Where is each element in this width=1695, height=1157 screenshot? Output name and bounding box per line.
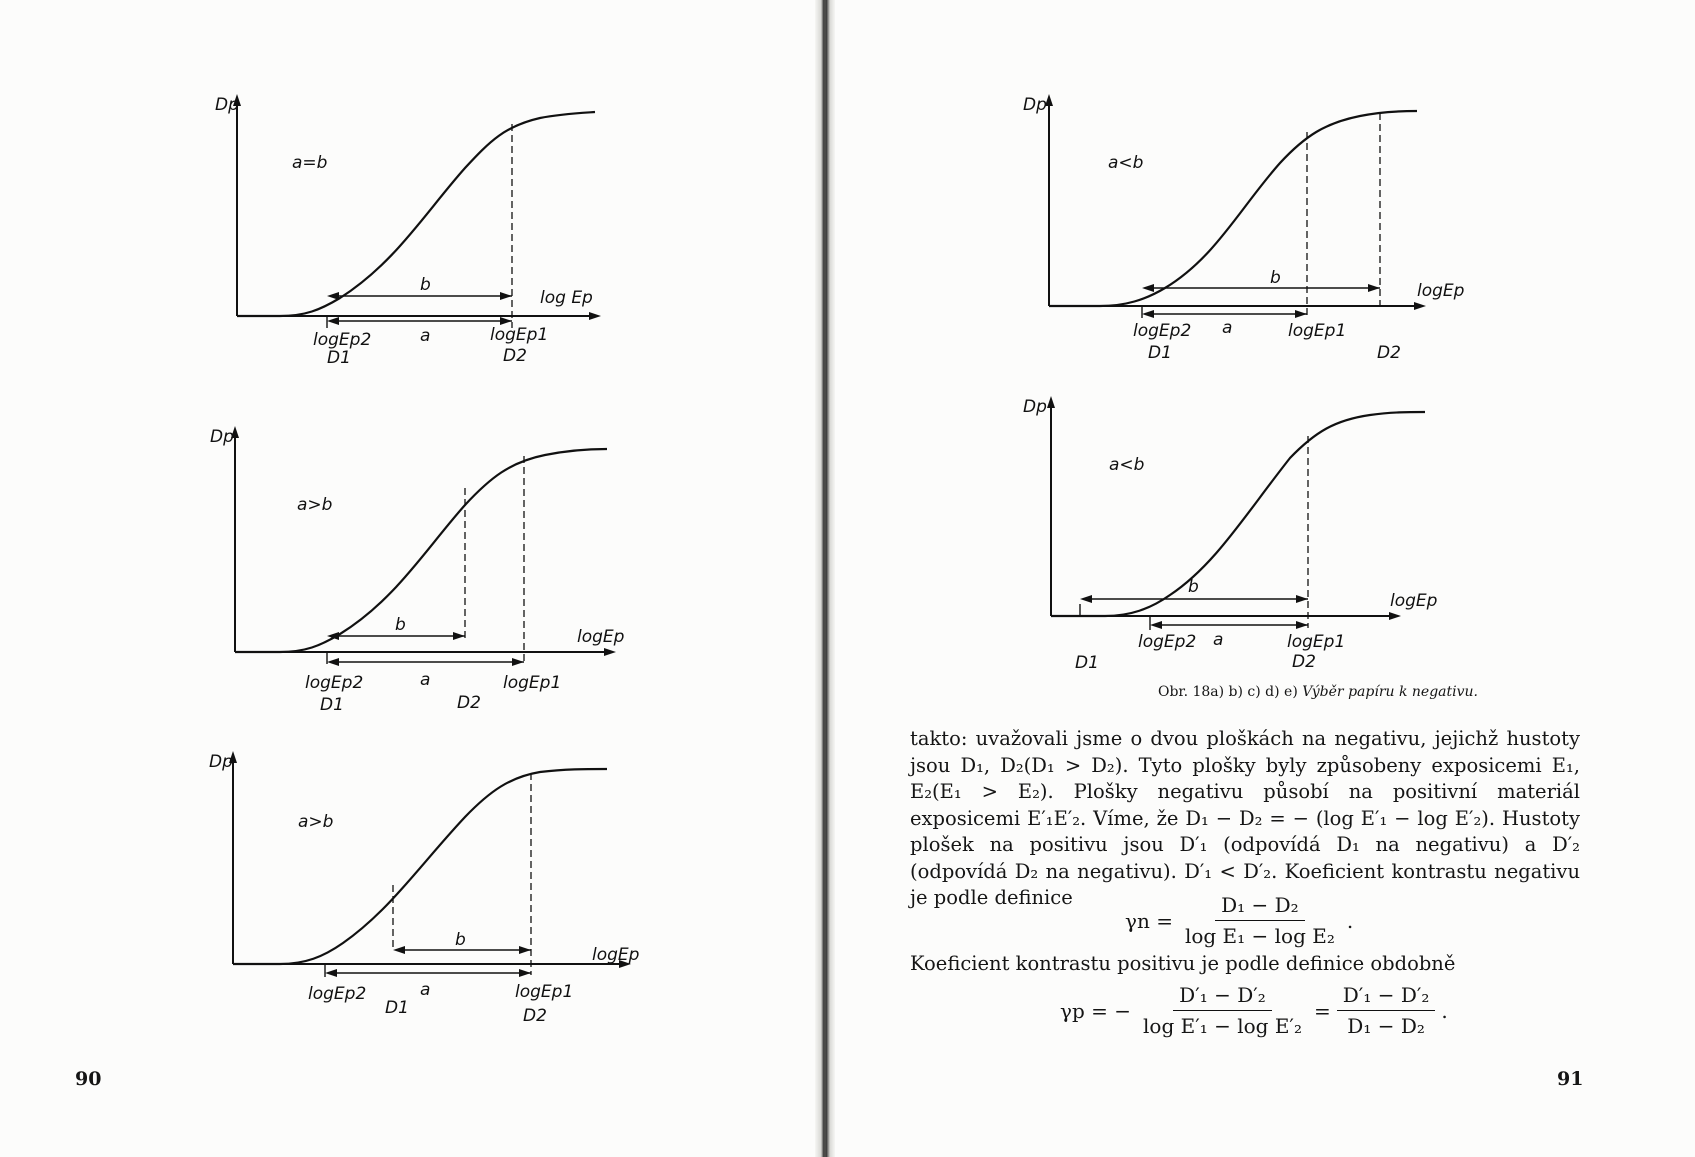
tick-right-label: logEp1 — [503, 673, 562, 693]
tick-right-sub: D2 — [1292, 652, 1316, 672]
y-axis-label: Dp — [1023, 95, 1047, 115]
caption-prefix: Obr. 18a) b) c) d) e) — [1157, 684, 1303, 700]
tick-right-label: logEp1 — [515, 982, 574, 1002]
y-axis-label: Dp — [209, 752, 233, 772]
equation-gamma-n — [1125, 893, 1353, 948]
eq2-end: . — [1441, 998, 1448, 1023]
dim-b-label: b — [420, 275, 431, 295]
left-page — [0, 0, 815, 1157]
tick-left-sub: D1 — [327, 348, 351, 368]
tick-right-sub: D2 — [523, 1006, 547, 1026]
eq2-numerator-1: D′₁ − D′₂ — [1173, 983, 1272, 1011]
x-axis-label: logEp — [592, 945, 640, 965]
dim-b-label: b — [1188, 577, 1199, 597]
figure-a-greater-b-2 — [195, 745, 640, 1045]
tick-left-label: logEp2 — [313, 330, 372, 350]
equation-gamma-p — [1060, 983, 1448, 1038]
y-axis-label: Dp — [1023, 397, 1047, 417]
right-page — [835, 0, 1695, 1157]
condition-label: a>b — [297, 495, 333, 515]
tick-left-label: logEp2 — [1138, 632, 1197, 652]
eq1-numerator: D₁ − D₂ — [1215, 893, 1305, 921]
y-axis-label: Dp — [210, 427, 234, 447]
tick-left-sub: D1 — [320, 695, 344, 715]
figure-a-greater-b-1 — [195, 420, 635, 720]
tick-left-sub: D1 — [1148, 343, 1172, 363]
dim-a-label: a — [1222, 318, 1233, 338]
condition-label: a<b — [1108, 153, 1144, 173]
eq2-numerator-2: D′₁ − D′₂ — [1337, 983, 1436, 1011]
eq2-fraction-1 — [1137, 983, 1308, 1038]
tick-right-label: logEp1 — [1287, 632, 1346, 652]
condition-label: a<b — [1109, 455, 1145, 475]
tick-right-sub: D2 — [1377, 343, 1401, 363]
tick-right-sub: D2 — [457, 693, 481, 713]
x-axis-label: logEp — [577, 627, 625, 647]
tick-left-sub: D1 — [385, 998, 409, 1018]
tick-left-label: logEp2 — [308, 984, 367, 1004]
y-axis-label: Dp — [215, 95, 239, 115]
eq2-lhs: γp = − — [1060, 998, 1131, 1023]
eq1-end: . — [1346, 908, 1354, 933]
page-number-left: 90 — [75, 1068, 102, 1090]
eq2-fraction-2 — [1337, 983, 1436, 1038]
figure-caption — [1068, 684, 1568, 700]
book-spine — [815, 0, 835, 1157]
x-axis-label: logEp — [1390, 591, 1438, 611]
dim-a-label: a — [1213, 630, 1224, 650]
eq1-denominator: log E₁ − log E₂ — [1184, 924, 1335, 948]
figure-a-less-b-2 — [1005, 390, 1465, 680]
dim-b-label: b — [1270, 268, 1281, 288]
tick-left-label: logEp2 — [305, 673, 364, 693]
dim-a-label: a — [420, 670, 431, 690]
eq1-lhs: γn = — [1125, 908, 1173, 933]
eq2-denominator-2: D₁ − D₂ — [1347, 1014, 1425, 1038]
paragraph-2: Koeficient kontrastu positivu je podle definice obdobně — [910, 952, 1456, 975]
tick-right-label: logEp1 — [490, 325, 549, 345]
eq1-fraction — [1179, 893, 1341, 948]
x-axis-label: log Ep — [540, 288, 593, 308]
figure-a-less-b-1 — [1005, 88, 1465, 378]
dim-a-label: a — [420, 326, 431, 346]
dim-b-label: b — [455, 930, 466, 950]
dim-a-label: a — [420, 980, 431, 1000]
dim-b-label: b — [395, 615, 406, 635]
condition-label: a>b — [298, 812, 334, 832]
x-axis-label: logEp — [1417, 281, 1465, 301]
paragraph-1: takto: uvažovali jsme o dvou ploškách na negativu, jejichž hustoty jsou D₁, D₂(D₁ > D₂). Tyto plošky byly způsobeny exposicemi E₁, E₂(E₁ > E₂). Plošky negativu působí na positivní materiál exposicemi E′₁E′₂. Víme, že D₁ − D₂ = − (log E′₁ − log E′₂). Hustoty plošek na positivu jsou D′₁ (odpovídá D₁ na negativu) a D′₂ (odpovídá D₂ na negativu). D′₁ < D′₂. Koeficient kontrastu negativu je podle definice — [910, 727, 1580, 909]
tick-right-label: logEp1 — [1288, 321, 1347, 341]
caption-title: Výběr papíru k negativu. — [1302, 684, 1479, 700]
condition-label: a=b — [292, 153, 328, 173]
page-number-right: 91 — [1557, 1068, 1584, 1090]
tick-right-sub: D2 — [503, 346, 527, 366]
tick-left-sub: D1 — [1075, 653, 1099, 673]
eq2-mid: = — [1313, 998, 1331, 1023]
figure-a-equals-b — [195, 88, 635, 378]
eq2-denominator-1: log E′₁ − log E′₂ — [1143, 1014, 1302, 1038]
tick-left-label: logEp2 — [1133, 321, 1192, 341]
